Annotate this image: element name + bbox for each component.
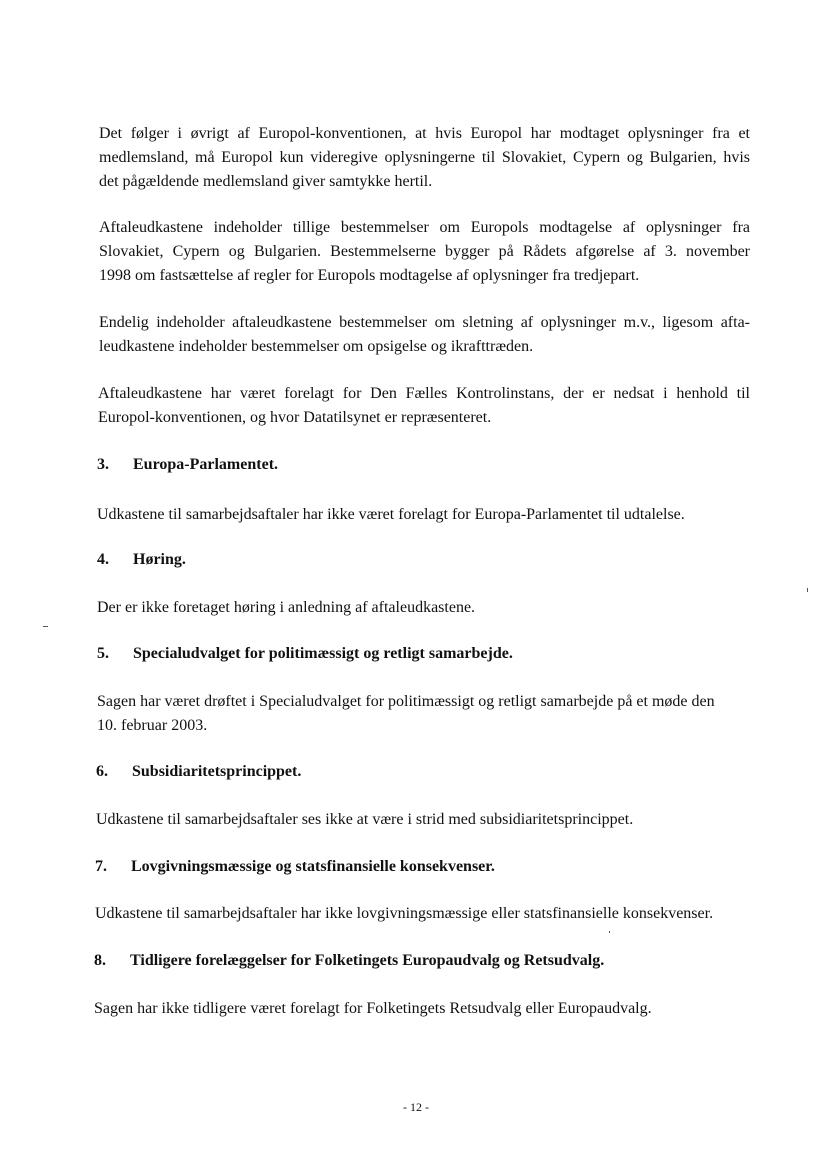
section-number: 8. bbox=[94, 952, 106, 969]
section-heading-4 bbox=[97, 548, 186, 572]
text-line: 1998 om fastsættelse af regler for Europols modtagelse af oplysninger fra tredjepart. bbox=[99, 267, 640, 284]
text-line: Udkastene til samarbejdsaftaler har ikke lovgivningsmæssige eller statsfinansielle konsekvenser. bbox=[95, 905, 714, 922]
section-body-7 bbox=[95, 902, 713, 926]
section-body-8 bbox=[94, 997, 652, 1021]
paragraph-europol-reception bbox=[99, 216, 750, 288]
section-body-4 bbox=[97, 596, 475, 620]
section-title: Europa-Parlamentet. bbox=[133, 456, 279, 473]
text-line: Der er ikke foretaget høring i anledning af aftaleudkastene. bbox=[97, 599, 476, 616]
text-line: Aftaleudkastene har været forelagt for Den Fælles Kontrolinstans, der er nedsat i henhold til bbox=[98, 385, 750, 402]
text-line: 10. februar 2003. bbox=[97, 717, 208, 734]
section-heading-3 bbox=[97, 453, 278, 477]
section-title: Tidligere forelæggelser for Folketingets Europaudvalg og Retsudvalg. bbox=[130, 952, 605, 969]
section-title: Specialudvalget for politimæssigt og retligt samarbejde. bbox=[133, 645, 513, 662]
section-body-5 bbox=[97, 690, 715, 738]
text-line: Endelig indeholder aftaleudkastene bestemmelser om sletning af oplysninger m.v., ligesom afta- bbox=[99, 314, 750, 331]
section-title: Subsidiaritetsprincippet. bbox=[132, 763, 302, 780]
text-line: Sagen har været drøftet i Specialudvalget for politimæssigt og retligt samarbejde på et møde den bbox=[97, 693, 715, 710]
text-line: Sagen har ikke tidligere været forelagt for Folketingets Retsudvalg eller Europaudvalg. bbox=[94, 1000, 652, 1017]
section-number: 5. bbox=[97, 645, 109, 662]
text-line: Det følger i øvrigt af Europol-konventionen, at hvis Europol har modtaget oplysninger fra et bbox=[99, 125, 750, 142]
page-number: - 12 - bbox=[403, 1100, 429, 1114]
paragraph-deletion-termination bbox=[99, 311, 750, 359]
section-number: 6. bbox=[96, 763, 108, 780]
text-line: Udkastene til samarbejdsaftaler ses ikke at være i strid med subsidiaritetsprincippet. bbox=[96, 811, 634, 828]
section-heading-8 bbox=[94, 949, 604, 973]
section-body-6 bbox=[96, 808, 633, 832]
section-heading-5 bbox=[97, 642, 513, 666]
scan-speck bbox=[807, 588, 808, 592]
section-heading-7 bbox=[95, 855, 495, 879]
scan-speck bbox=[609, 931, 610, 933]
text-line: leudkastene indeholder bestemmelser om opsigelse og ikrafttræden. bbox=[99, 338, 534, 355]
scan-speck bbox=[43, 626, 48, 627]
section-title: Lovgivningsmæssige og statsfinansielle konsekvenser. bbox=[131, 858, 495, 875]
section-heading-6 bbox=[96, 760, 301, 784]
text-line: Udkastene til samarbejdsaftaler har ikke været forelagt for Europa-Parlamentet til udtalelse. bbox=[97, 506, 685, 523]
text-line: Europol-konventionen, og hvor Datatilsynet er repræsenteret. bbox=[98, 409, 492, 426]
paragraph-joint-supervisory-body bbox=[98, 382, 750, 430]
text-line: det pågældende medlemsland giver samtykke hertil. bbox=[99, 173, 433, 190]
text-line: Aftaleudkastene indeholder tillige bestemmelser om Europols modtagelse af oplysninger fra bbox=[99, 219, 750, 236]
section-number: 7. bbox=[95, 858, 107, 875]
text-line: medlemsland, må Europol kun videregive oplysningerne til Slovakiet, Cypern og Bulgarien, hvis bbox=[99, 149, 750, 166]
section-body-3 bbox=[97, 503, 685, 527]
section-title: Høring. bbox=[133, 551, 186, 568]
text-line: Slovakiet, Cypern og Bulgarien. Bestemmelserne bygger på Rådets afgørelse af 3. november bbox=[99, 243, 750, 260]
section-number: 3. bbox=[97, 456, 109, 473]
paragraph-europol-consent bbox=[99, 122, 750, 194]
section-number: 4. bbox=[97, 551, 109, 568]
